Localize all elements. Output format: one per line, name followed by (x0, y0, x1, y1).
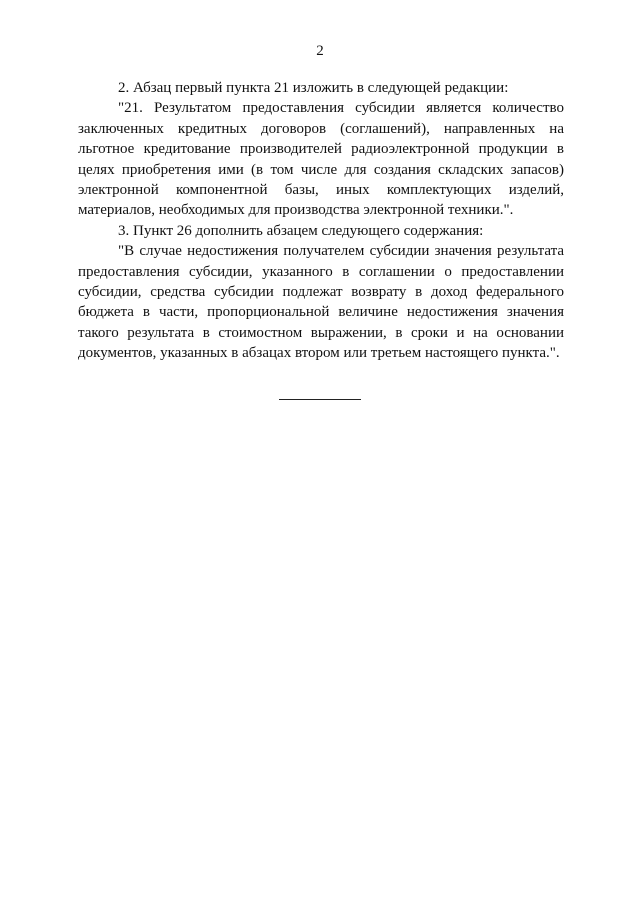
end-divider-line (279, 399, 361, 400)
document-body (78, 78, 564, 364)
paragraph-amendment-21: 2. Абзац первый пункта 21 изложить в следующей редакции: (118, 80, 509, 96)
page-number: 2 (316, 43, 324, 59)
paragraph-clause-26-text: "В случае недостижения получателем субсидии значения результата предоставления субсидии, указанного в соглашении о предоставлении субсидии, средства субсидии подлежат возврату в доход федерального бюджета в части, пропорциональной величине недостижения значения такого результата в стоимостном выражении, в сроки и на основании документов, указанных в абзацах втором или третьем настоящего пункта.". (78, 243, 564, 362)
paragraph-clause-21-text: "21. Результатом предоставления субсидии является количество заключенных кредитных договоров (соглашений), направленных на льготное кредитование производителей радиоэлектронной продукции в целях приобретения ими (в том числе для создания складских запасов) электронной компонентной базы, иных комплектующих изделий, материалов, необходимых для производства электронной техники.". (78, 100, 564, 219)
paragraph-amendment-26: 3. Пункт 26 дополнить абзацем следующего содержания: (118, 222, 484, 239)
